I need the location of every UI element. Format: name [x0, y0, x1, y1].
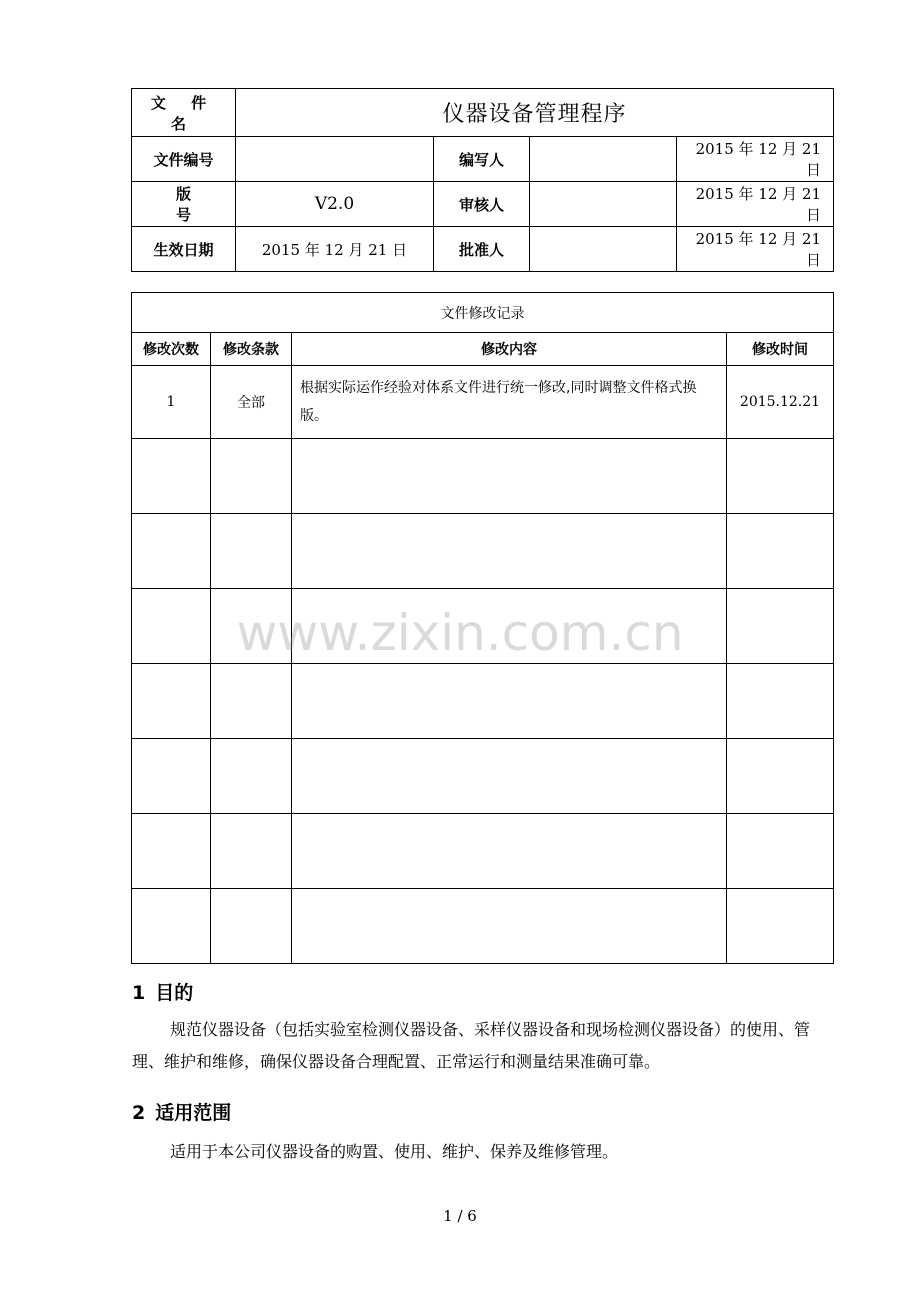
- section-paragraph-scope: 适用于本公司仪器设备的购置、使用、维护、保养及维修管理。: [170, 1142, 619, 1161]
- table-row: [132, 814, 834, 889]
- revision-clause: [211, 514, 292, 589]
- section-number: 1: [132, 982, 146, 1004]
- revision-clause: [211, 439, 292, 514]
- reviewer-date: 2015 年 12 月 21 日: [677, 182, 834, 227]
- revision-time: [727, 589, 834, 664]
- reviewer-value: [530, 182, 677, 227]
- section-heading-purpose: [132, 978, 193, 1005]
- column-header-count: 修改次数: [132, 333, 211, 366]
- revision-time: [727, 889, 834, 964]
- table-row: [132, 664, 834, 739]
- revision-record-title: 文件修改记录: [132, 293, 834, 333]
- table-row: [132, 589, 834, 664]
- revision-time: 2015.12.21: [727, 366, 834, 439]
- revision-count: 1: [132, 366, 211, 439]
- revision-clause: [211, 589, 292, 664]
- revision-time: [727, 739, 834, 814]
- revision-time: [727, 814, 834, 889]
- table-row: [132, 366, 834, 439]
- effective-date-value: 2015 年 12 月 21 日: [236, 227, 434, 272]
- revision-clause: [211, 889, 292, 964]
- revision-content: [292, 439, 727, 514]
- revision-clause: [211, 739, 292, 814]
- effective-date-label: 生效日期: [132, 227, 236, 272]
- revision-content: 根据实际运作经验对体系文件进行统一修改,同时调整文件格式换版。: [292, 366, 727, 439]
- table-row: [132, 514, 834, 589]
- approver-label: 批准人: [434, 227, 530, 272]
- approver-value: [530, 227, 677, 272]
- revision-clause: 全部: [211, 366, 292, 439]
- revision-time: [727, 439, 834, 514]
- revision-count: [132, 514, 211, 589]
- watermark-text: www.zixin.com.cn: [236, 604, 684, 662]
- revision-content: [292, 589, 727, 664]
- revision-content: [292, 739, 727, 814]
- file-number-value: [236, 137, 434, 182]
- file-name-label: 文 件 名: [132, 89, 236, 137]
- column-header-clause: 修改条款: [211, 333, 292, 366]
- table-row: [132, 739, 834, 814]
- section-heading-scope: [132, 1098, 231, 1125]
- file-number-label: 文件编号: [132, 137, 236, 182]
- revision-count: [132, 664, 211, 739]
- revision-record-table: [131, 292, 834, 964]
- section-number: 2: [132, 1102, 146, 1124]
- revision-count: [132, 739, 211, 814]
- page-number: 1 / 6: [443, 1207, 477, 1225]
- revision-count: [132, 814, 211, 889]
- reviewer-label: 审核人: [434, 182, 530, 227]
- version-value: V2.0: [236, 182, 434, 227]
- table-row: [132, 439, 834, 514]
- column-header-content: 修改内容: [292, 333, 727, 366]
- author-value: [530, 137, 677, 182]
- document-header-table: [131, 88, 834, 272]
- revision-count: [132, 889, 211, 964]
- section-title: 目的: [155, 982, 194, 1004]
- revision-time: [727, 514, 834, 589]
- revision-count: [132, 439, 211, 514]
- author-label: 编写人: [434, 137, 530, 182]
- revision-content: [292, 664, 727, 739]
- version-label: 版 号: [132, 182, 236, 227]
- section-paragraph-purpose: 规范仪器设备（包括实验室检测仪器设备、采样仪器设备和现场检测仪器设备）的使用、管理、维护和维修，确保仪器设备合理配置、正常运行和测量结果准确可靠。: [132, 1020, 811, 1071]
- revision-time: [727, 664, 834, 739]
- section-title: 适用范围: [155, 1102, 232, 1124]
- revision-clause: [211, 664, 292, 739]
- revision-clause: [211, 814, 292, 889]
- revision-content: [292, 514, 727, 589]
- revision-content: [292, 889, 727, 964]
- approver-date: 2015 年 12 月 21 日: [677, 227, 834, 272]
- revision-content: [292, 814, 727, 889]
- table-row: [132, 889, 834, 964]
- document-title: 仪器设备管理程序: [236, 89, 834, 137]
- author-date: 2015 年 12 月 21 日: [677, 137, 834, 182]
- revision-count: [132, 589, 211, 664]
- column-header-time: 修改时间: [727, 333, 834, 366]
